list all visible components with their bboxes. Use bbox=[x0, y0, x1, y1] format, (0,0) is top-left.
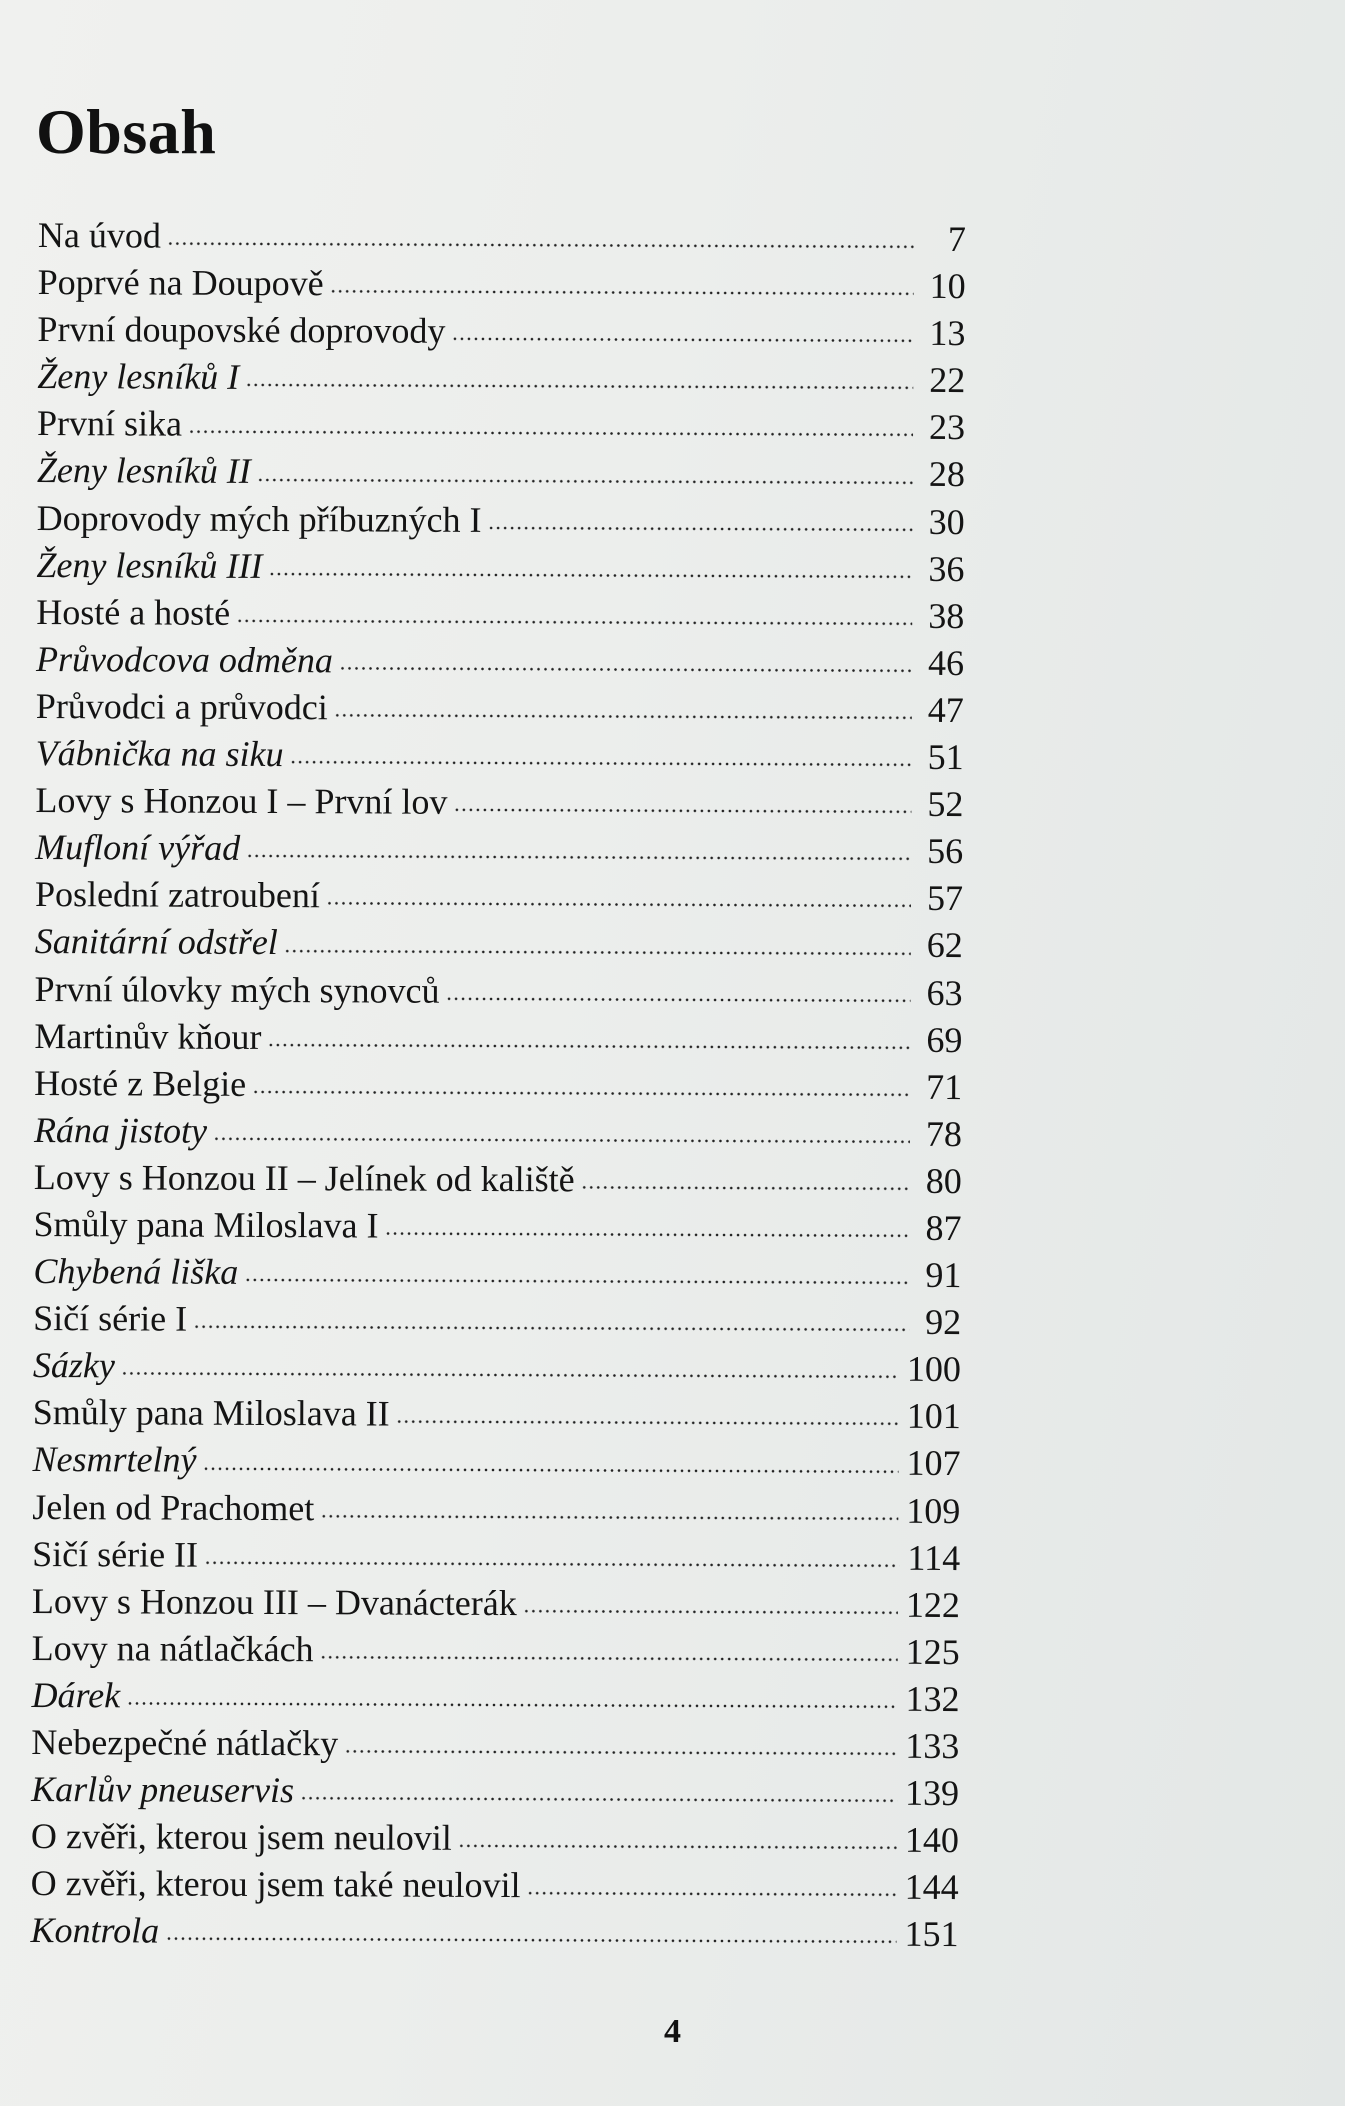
toc-entry-page-number: 13 bbox=[929, 313, 966, 354]
toc-entry-page-number: 30 bbox=[928, 501, 965, 542]
toc-entry-title: Hosté z Belgie bbox=[34, 1062, 247, 1104]
toc-entry-title: Chybená liška bbox=[33, 1251, 239, 1292]
dot-leader bbox=[384, 1230, 909, 1240]
dot-leader bbox=[284, 947, 911, 958]
toc-entry-page-number: 47 bbox=[927, 689, 964, 730]
toc-entry bbox=[31, 1813, 959, 1864]
toc-entry-page-number: 7 bbox=[947, 218, 966, 260]
dot-leader bbox=[202, 1464, 898, 1475]
toc-entry-page-number: 57 bbox=[926, 878, 964, 919]
toc-entry bbox=[32, 1436, 960, 1487]
toc-entry bbox=[38, 212, 966, 263]
toc-entry-page-number: 78 bbox=[925, 1113, 963, 1154]
toc-entry-title: Karlův pneuservis bbox=[31, 1769, 295, 1811]
toc-entry bbox=[33, 1342, 961, 1393]
toc-entry-title: Sanitární odstřel bbox=[34, 921, 278, 963]
dot-leader bbox=[165, 1935, 896, 1946]
dot-leader bbox=[396, 1418, 899, 1428]
toc-entry-title: První doupovské doprovody bbox=[37, 309, 446, 351]
dot-leader bbox=[257, 476, 913, 487]
toc-entry-page-number: 22 bbox=[929, 360, 966, 401]
toc-entry bbox=[35, 824, 963, 875]
toc-entry bbox=[38, 259, 966, 310]
toc-entry bbox=[37, 495, 965, 546]
dot-leader bbox=[326, 900, 911, 911]
toc-entry-title: Lovy s Honzou III – Dvanácterák bbox=[31, 1580, 517, 1623]
toc-entry bbox=[32, 1578, 960, 1629]
toc-entry-page-number: 139 bbox=[905, 1772, 960, 1814]
dot-leader bbox=[245, 381, 913, 392]
toc-entry-title: Dárek bbox=[31, 1674, 121, 1716]
toc-entry bbox=[33, 1248, 961, 1299]
toc-entry-page-number: 71 bbox=[926, 1066, 963, 1107]
toc-entry-title: O zvěři, kterou jsem neulovil bbox=[30, 1816, 452, 1859]
dot-leader bbox=[204, 1558, 899, 1569]
toc-entry-title: Průvodci a průvodci bbox=[35, 685, 328, 728]
dot-leader bbox=[320, 1653, 898, 1664]
toc-entry-title: Poprvé na Doupově bbox=[37, 262, 324, 304]
toc-entry-page-number: 80 bbox=[925, 1160, 962, 1201]
toc-entry-page-number: 10 bbox=[929, 265, 966, 307]
dot-leader bbox=[334, 711, 912, 722]
toc-entry-title: Mufloní výřad bbox=[35, 827, 241, 869]
toc-entry-title: Smůly pana Miloslava II bbox=[32, 1392, 390, 1434]
toc-entry-page-number: 140 bbox=[904, 1819, 959, 1861]
toc-entry bbox=[34, 1154, 962, 1205]
toc-entry-title: Hosté a hosté bbox=[36, 591, 231, 633]
dot-leader bbox=[267, 1041, 910, 1052]
toc-entry-title: Poslední zatroubení bbox=[34, 874, 321, 916]
toc-entry-page-number: 23 bbox=[928, 407, 966, 448]
toc-entry-page-number: 69 bbox=[926, 1019, 963, 1060]
toc-entry bbox=[37, 400, 965, 451]
toc-entry-page-number: 36 bbox=[928, 548, 965, 589]
dot-leader bbox=[188, 428, 913, 439]
toc-entry bbox=[33, 1201, 961, 1252]
toc-entry-page-number: 91 bbox=[925, 1254, 962, 1296]
toc-entry bbox=[33, 1295, 961, 1346]
toc-entry bbox=[31, 1719, 959, 1770]
toc-entry bbox=[37, 306, 965, 357]
dot-leader bbox=[339, 664, 912, 675]
toc-entry bbox=[31, 1860, 959, 1911]
dot-leader bbox=[213, 1135, 910, 1146]
toc-entry bbox=[36, 636, 964, 687]
toc-entry-page-number: 52 bbox=[927, 784, 964, 825]
toc-entry bbox=[36, 683, 964, 734]
toc-entry-page-number: 87 bbox=[925, 1207, 962, 1249]
toc-entry bbox=[34, 1013, 962, 1064]
dot-leader bbox=[193, 1323, 909, 1334]
toc-entry bbox=[34, 1107, 962, 1158]
toc-entry bbox=[32, 1625, 960, 1676]
toc-entry-title: Ženy lesníků III bbox=[36, 544, 263, 586]
table-of-contents bbox=[30, 212, 966, 1959]
toc-entry bbox=[31, 1766, 959, 1817]
toc-entry-title: Na úvod bbox=[37, 214, 161, 256]
toc-entry-page-number: 151 bbox=[904, 1914, 959, 1955]
toc-entry bbox=[32, 1484, 960, 1535]
toc-entry bbox=[35, 871, 963, 922]
toc-entry-title: Kontrola bbox=[30, 1910, 160, 1951]
toc-entry bbox=[31, 1672, 959, 1723]
toc-entry-page-number: 133 bbox=[905, 1725, 960, 1767]
toc-entry-page-number: 101 bbox=[906, 1396, 961, 1437]
dot-leader bbox=[126, 1699, 897, 1710]
toc-entry-page-number: 92 bbox=[925, 1302, 962, 1343]
toc-entry bbox=[33, 1389, 961, 1440]
toc-entry bbox=[36, 542, 964, 593]
toc-entry-page-number: 100 bbox=[906, 1349, 962, 1390]
dot-leader bbox=[244, 1276, 909, 1287]
toc-entry-title: Průvodcova odměna bbox=[35, 638, 334, 681]
dot-leader bbox=[167, 240, 914, 251]
toc-entry-title: Martinův kňour bbox=[34, 1015, 262, 1057]
dot-leader bbox=[446, 994, 911, 1004]
toc-entry-page-number: 56 bbox=[927, 831, 964, 872]
page-title: Obsah bbox=[36, 96, 217, 167]
toc-entry-title: Rána jistoty bbox=[33, 1109, 208, 1151]
dot-leader bbox=[451, 335, 913, 345]
toc-entry-page-number: 125 bbox=[905, 1631, 960, 1672]
dot-leader bbox=[252, 1088, 910, 1099]
toc-entry-title: O zvěři, kterou jsem také neulovil bbox=[30, 1863, 521, 1906]
toc-entry-page-number: 107 bbox=[906, 1443, 961, 1484]
toc-entry-page-number: 51 bbox=[927, 736, 964, 778]
toc-entry-page-number: 62 bbox=[926, 925, 963, 966]
toc-entry-page-number: 109 bbox=[906, 1490, 961, 1531]
toc-entry-page-number: 114 bbox=[907, 1537, 961, 1578]
toc-entry bbox=[37, 447, 965, 498]
dot-leader bbox=[453, 806, 911, 816]
dot-leader bbox=[488, 524, 913, 534]
toc-entry-title: První sika bbox=[36, 403, 183, 445]
toc-entry-title: Vábnička na siku bbox=[35, 733, 284, 775]
dot-leader bbox=[320, 1512, 898, 1523]
dot-leader bbox=[527, 1890, 897, 1900]
toc-entry bbox=[35, 918, 963, 969]
toc-entry-page-number: 28 bbox=[928, 454, 965, 495]
toc-entry-page-number: 63 bbox=[926, 972, 963, 1013]
toc-entry-title: Lovy s Honzou I – První lov bbox=[35, 780, 448, 822]
toc-entry bbox=[35, 965, 963, 1016]
dot-leader bbox=[268, 570, 912, 581]
toc-entry bbox=[36, 589, 964, 640]
toc-entry bbox=[35, 777, 963, 828]
toc-entry-title: Ženy lesníků I bbox=[37, 356, 240, 398]
dot-leader bbox=[330, 287, 914, 298]
dot-leader bbox=[581, 1183, 910, 1192]
toc-entry-title: Nesmrtelný bbox=[32, 1439, 197, 1481]
toc-entry-title: Doprovody mých příbuzných I bbox=[36, 497, 482, 540]
dot-leader bbox=[300, 1794, 897, 1805]
toc-entry-title: Lovy na nátlačkách bbox=[31, 1627, 314, 1670]
toc-entry-title: Smůly pana Miloslava I bbox=[33, 1203, 379, 1246]
toc-entry-page-number: 132 bbox=[905, 1678, 960, 1719]
toc-entry-title: Nebezpečné nátlačky bbox=[31, 1721, 339, 1764]
toc-entry bbox=[37, 353, 965, 404]
toc-entry-page-number: 122 bbox=[905, 1584, 961, 1625]
toc-entry bbox=[36, 730, 964, 781]
dot-leader bbox=[458, 1842, 897, 1852]
toc-entry-title: Sičí série II bbox=[32, 1533, 199, 1575]
toc-entry bbox=[34, 1060, 962, 1111]
dot-leader bbox=[236, 617, 912, 628]
toc-entry-title: První úlovky mých synovců bbox=[34, 968, 440, 1011]
toc-entry-page-number: 144 bbox=[904, 1867, 959, 1908]
dot-leader bbox=[121, 1370, 899, 1381]
toc-entry bbox=[32, 1531, 960, 1582]
toc-entry-title: Sičí série I bbox=[33, 1298, 188, 1339]
dot-leader bbox=[523, 1607, 898, 1617]
toc-entry-title: Ženy lesníků II bbox=[36, 450, 251, 492]
toc-entry-title: Sázky bbox=[32, 1345, 116, 1386]
page-number: 4 bbox=[664, 2013, 681, 2050]
dot-leader bbox=[246, 852, 911, 863]
dot-leader bbox=[344, 1747, 897, 1757]
toc-entry-page-number: 38 bbox=[928, 595, 965, 636]
toc-entry-title: Lovy s Honzou II – Jelínek od kaliště bbox=[33, 1156, 575, 1200]
toc-entry-page-number: 46 bbox=[927, 642, 965, 683]
dot-leader bbox=[290, 758, 912, 769]
toc-entry-title: Jelen od Prachomet bbox=[32, 1486, 315, 1528]
toc-entry bbox=[30, 1907, 958, 1958]
